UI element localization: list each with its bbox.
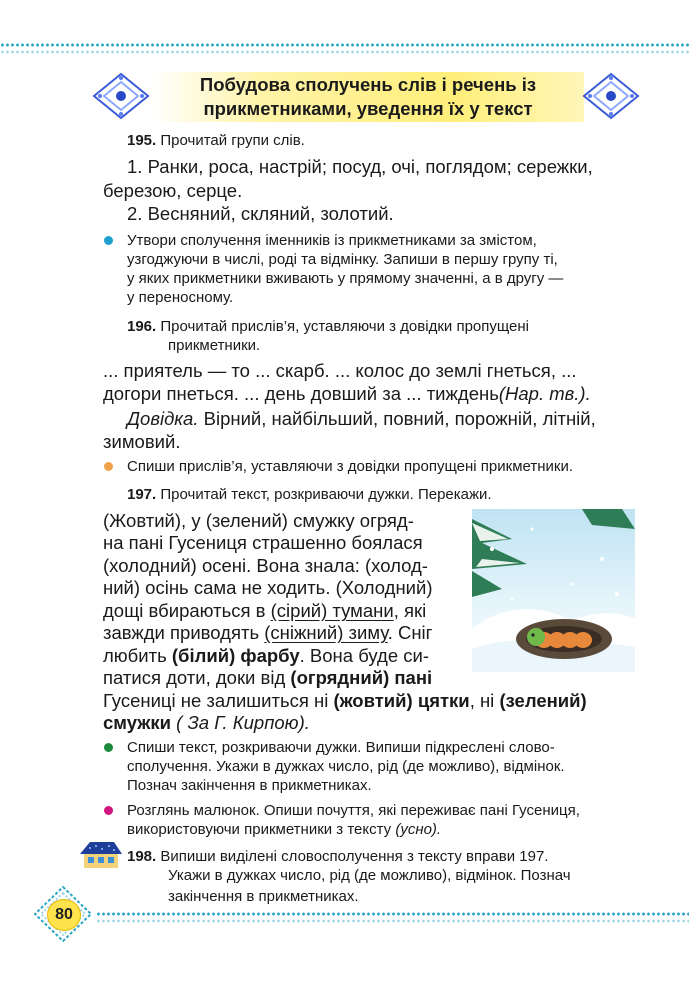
- ex197-task2-oral: (усно).: [395, 821, 442, 838]
- ex197-t8-a: патися доти, доки від: [103, 667, 291, 688]
- ex196-number: 196.: [127, 318, 157, 335]
- ex196-heading: [127, 317, 529, 336]
- ex197-t9-c: , ні: [469, 690, 500, 711]
- ex196-task: Спиши прислів’я, уставляючи з довідки пропущені прикметники.: [127, 458, 573, 475]
- ex197-t6-a: завжди приводять: [103, 622, 265, 643]
- ex195-number: 195.: [127, 132, 157, 149]
- ex197-t5-b: , які: [393, 600, 427, 621]
- ex197-number: 197.: [127, 486, 157, 503]
- ex196-hint-line2: зимовий.: [103, 431, 181, 452]
- bullet-blue: [104, 236, 113, 245]
- ex197-task1-line2: сполучення. Укажи в дужках число, рід (де можливо), відмінок.: [127, 758, 565, 775]
- ex195-group1-line1: 1. Ранки, роса, настрій; посуд, очі, поглядом; сережки,: [127, 156, 593, 177]
- ex196-hint-line1: [127, 407, 596, 431]
- ex196-source: (Нар. тв.).: [498, 383, 591, 404]
- ex197-text-line1: (Жовтий), у (зелений) смужку огряд-: [103, 510, 414, 531]
- ex197-t7-c: . Вона буде си-: [299, 645, 429, 666]
- ex195-instruction: Прочитай групи слів.: [160, 132, 305, 149]
- ex196-instruction-line2: прикметники.: [168, 337, 261, 354]
- top-border-row-1: [0, 43, 689, 47]
- ex198-line3: закінчення в прикметниках.: [168, 888, 359, 905]
- ex197-t9-a: Гусениці не залишиться ні: [103, 690, 334, 711]
- ex197-bold-4: (зелений): [499, 690, 587, 711]
- ex196-proverb-line1: ... приятель — то ... скарб. ... колос до землі гнеться, ...: [103, 360, 577, 381]
- ex195-task-line3: у яких прикметники вживають у прямому значенні, а в другу —: [127, 270, 564, 287]
- ex197-source: ( За Г. Кирпою).: [171, 712, 310, 733]
- ex195-task-line2: узгоджуючи в числі, роді та відмінку. Запиши в першу групу ті,: [127, 251, 558, 268]
- embroidery-ornament-icon: [90, 70, 152, 122]
- ex197-text-line6: [103, 622, 432, 645]
- ex197-t5-a: дощі вбираються в: [103, 600, 271, 621]
- ex196-hint-label: Довідка.: [127, 408, 199, 429]
- ex197-task1-line1: Спиши текст, розкриваючи дужки. Випиши підкреслені слово-: [127, 739, 555, 756]
- ex197-text-line8: [103, 667, 432, 690]
- ex195-group1-line2: березою, серце.: [103, 180, 243, 201]
- bullet-green: [104, 743, 113, 752]
- ex197-text-line5: [103, 600, 426, 623]
- ex197-text-line9: [103, 690, 587, 713]
- ex197-task2-text: використовуючи прикметники з тексту: [127, 821, 396, 838]
- page-title: [152, 73, 584, 121]
- ex196-proverb-text: догори пнеться. ... день довший за ... тиждень: [103, 383, 499, 404]
- embroidery-ornament-icon: [580, 70, 642, 122]
- ex197-instruction: Прочитай текст, розкриваючи дужки. Перекажи.: [160, 486, 492, 503]
- ex197-task1-line3: Познач закінчення в прикметниках.: [127, 777, 372, 794]
- ex198-line2: Укажи в дужках число, рід (де можливо), відмінок. Познач: [168, 867, 571, 884]
- ex196-instruction-line1: Прочитай прислів’я, уставляючи з довідки пропущені: [160, 318, 530, 335]
- bottom-border-row-1: [96, 912, 689, 916]
- page-number: 80: [47, 899, 81, 931]
- ex197-task2-line2: [127, 820, 441, 839]
- ex197-text-line10: [103, 712, 310, 735]
- ex196-proverb-line2: [103, 382, 591, 406]
- ex197-t6-b: . Сніг: [387, 622, 433, 643]
- ex198-number: 198.: [127, 848, 157, 865]
- title-line-1: Побудова сполучень слів і речень із: [199, 74, 537, 95]
- ex195-task-line4: у переносному.: [127, 289, 234, 306]
- ex197-text-line2: на пані Гусениця страшенно боялася: [103, 532, 423, 553]
- top-border-row-2: [0, 50, 689, 54]
- ex196-hint-words: Вірний, найбільший, повний, порожній, літній,: [198, 408, 596, 429]
- ex198-line1: Випиши виділені словосполучення з тексту вправи 197.: [160, 848, 549, 865]
- ex195-heading: [127, 131, 305, 150]
- ex197-bold-1: (білий) фарбу: [171, 645, 300, 666]
- ex197-bold-3: (жовтий) цятки: [333, 690, 470, 711]
- house-icon: [76, 840, 124, 870]
- bullet-pink: [104, 806, 113, 815]
- ex197-underlined-2: (сніжний) зиму: [264, 622, 388, 643]
- ex197-bold-2: (огрядний) пані: [290, 667, 433, 688]
- ex195-task-line1: Утвори сполучення іменників із прикметниками за змістом,: [127, 232, 537, 249]
- ex195-group2: 2. Весняний, скляний, золотий.: [127, 203, 394, 224]
- ex197-text-line3: (холодний) осені. Вона знала: (холод-: [103, 555, 428, 576]
- ex197-text-line4: ний) осінь сама не ходить. (Холодний): [103, 577, 433, 598]
- ex197-t7-a: любить: [103, 645, 172, 666]
- title-line-2: прикметниками, уведення їх у текст: [203, 98, 533, 119]
- winter-caterpillar-illustration: [472, 509, 635, 672]
- ex197-text-line7: [103, 645, 429, 668]
- bullet-orange: [104, 462, 113, 471]
- ex198-heading: [127, 847, 548, 866]
- bottom-border-row-2: [96, 919, 689, 923]
- ex197-task2-line1: Розглянь малюнок. Опиши почуття, які переживає пані Гусениця,: [127, 802, 580, 819]
- ex197-bold-5: смужки: [103, 712, 171, 733]
- ex197-underlined-1: (сірий) тумани: [270, 600, 394, 621]
- ex197-heading: [127, 485, 492, 504]
